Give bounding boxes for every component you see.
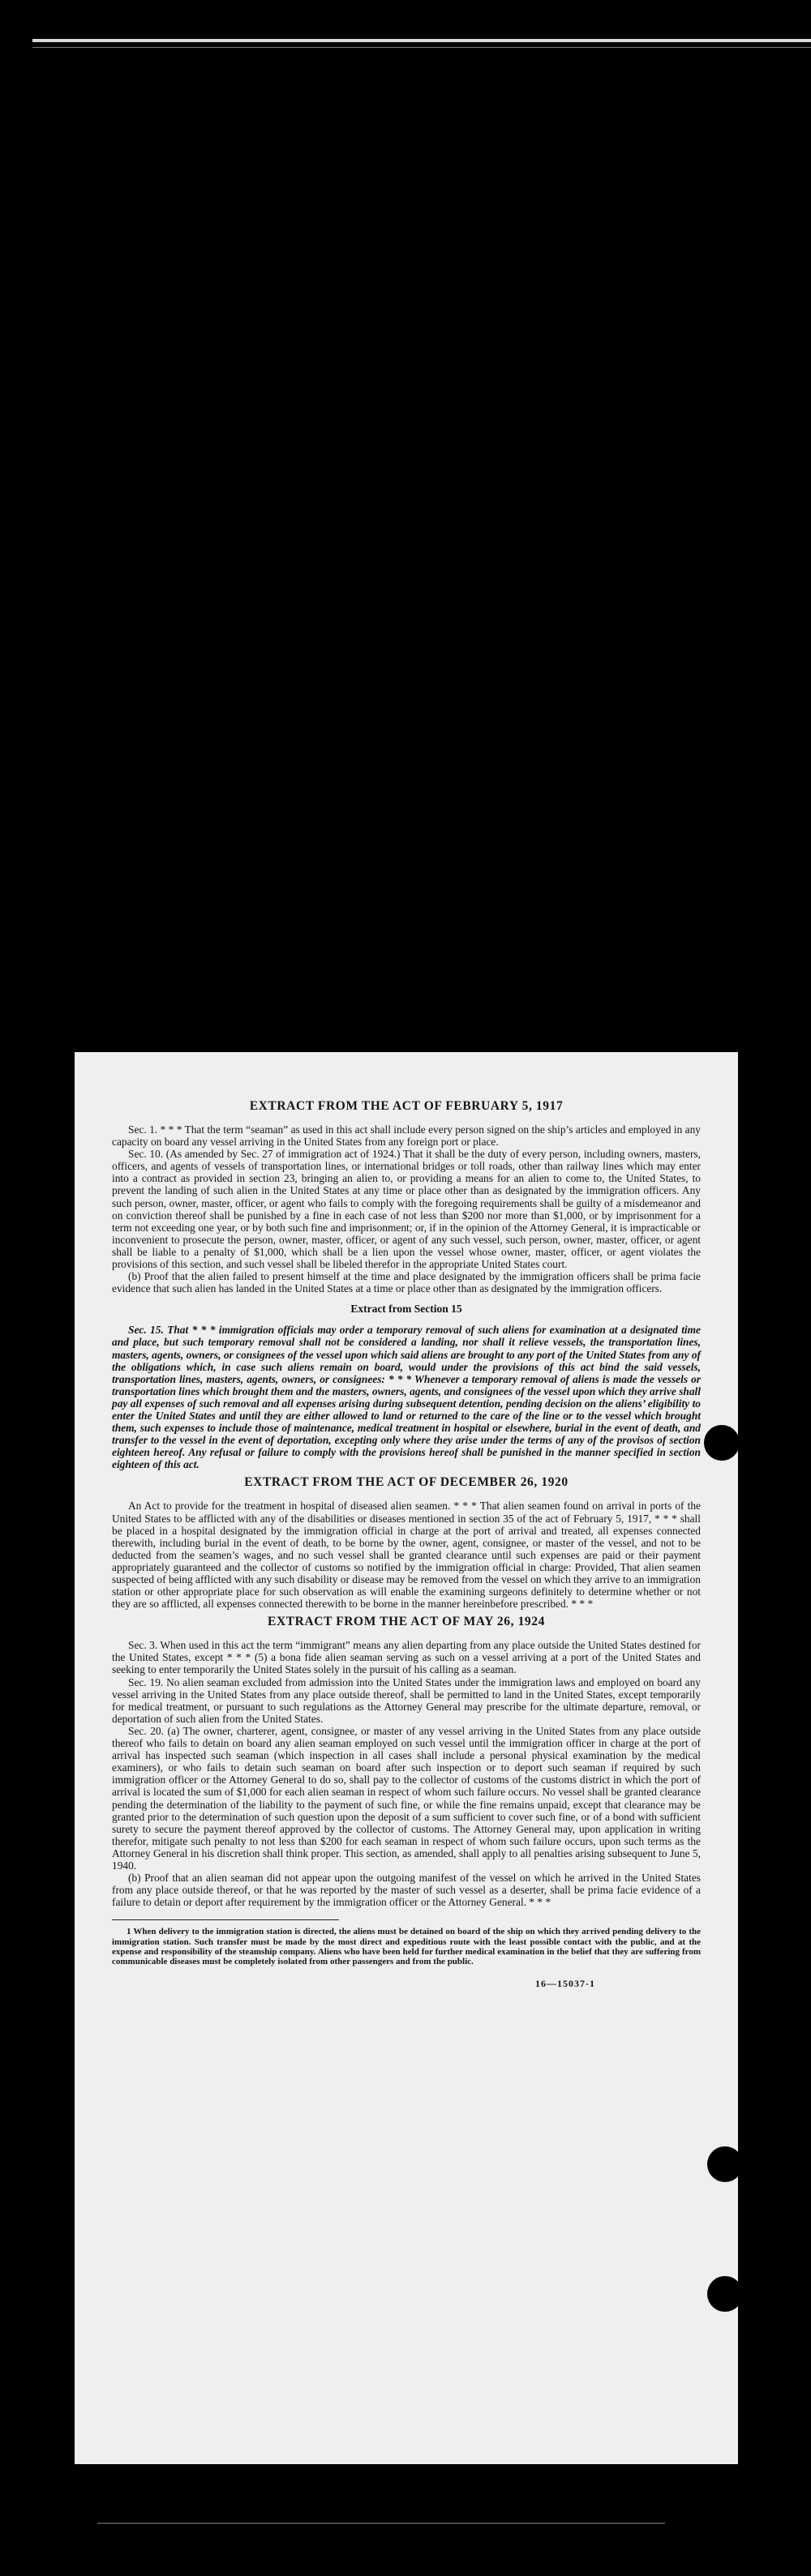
punch-hole-top bbox=[704, 1425, 740, 1461]
paragraph-sec20a: Sec. 20. (a) The owner, charterer, agent, consignee, or master of any vessel arriving in the United States from any place outside thereof who fails to detain on board any alien seaman employed on such vessel until the immigration officer in charge at the port of arrival has inspected such seaman (which inspection in all cases shall include a personal physical examination by the medical examiners), or who fails to detain such seaman on board after such inspection or to deport such seaman if required by such immigration officer or the Attorney General to do so, shall pay to the collector of customs of the customs district in which the port of arrival is located the sum of $1,000 for each alien seaman in respect of whom such failure occurs. No vessel shall be granted clearance pending the determination of the liability to the payment of such fine, or while the fine remains unpaid, except that clearance may be granted prior to the determination of such question upon the deposit of a sum sufficient to cover such fine, or of a bond with sufficient surety to secure the payment thereof approved by the collector of customs. The Attorney General may, upon application in writing therefor, mitigate such penalty to not less than $200 for each seaman in respect of whom such failure occurs, upon such terms as the Attorney General in his discretion shall think proper. This section, as amended, shall apply to all penalties arising subsequent to June 5, 1940. bbox=[112, 1724, 701, 1872]
section-heading-1924: EXTRACT FROM THE ACT OF MAY 26, 1924 bbox=[268, 1615, 545, 1629]
punch-hole-bottom bbox=[707, 2276, 743, 2312]
section-heading-1920: EXTRACT FROM THE ACT OF DECEMBER 26, 1920 bbox=[244, 1475, 569, 1490]
paragraph-sec3: Sec. 3. When used in this act the term “immigrant” means any alien departing from any place outside the United States destined for the United States, except * * * (5) a bona fide alien seaman serving as such on a vessel arriving at a port of the United States and seeking to enter temporarily the United States solely in the pursuit of his calling as a seaman. bbox=[112, 1639, 701, 1676]
paragraph-sec15: Sec. 15. That * * * immigration officials may order a temporary removal of such aliens for examination at a designated time and place, but such temporary removal shall not be considered a landing, nor shall it relieve vessels, the transportation lines, masters, agents, owners, or consignees of the vessel upon which said aliens are brought to any port of the United States from any of the obligations which, in case such aliens remain on board, would under the provisions of this act bind the said vessels, transportation lines, masters, agents, owners, or consignees: * * * Whenever a temporary removal of aliens is made the vessels or transportation lines which brought them and the masters, owners, agents, and consignees of the vessel upon which they arrive shall pay all expenses of such removal and all expenses arising during subsequent detention, pending decision on the aliens’ eligibility to enter the United States and until they are either allowed to land or returned to the care of the line or to the vessel which brought them, such expenses to include those of maintenance, medical treatment in hospital or elsewhere, burial in the event of death, and transfer to the vessel in the event of deportation, excepting only where they arise under the terms of any of the provisos of section eighteen hereof. Any refusal or failure to comply with the provisions hereof shall be punished in the manner specified in section eighteen of this act. bbox=[112, 1324, 701, 1471]
paragraph-sec1: Sec. 1. * * * That the term “seaman” as used in this act shall include every person signed on the ship’s articles and employed in any capacity on board any vessel arriving in the United States from any foreign port or place. bbox=[112, 1123, 701, 1149]
scan-top-rule bbox=[32, 39, 811, 42]
document-page bbox=[75, 1052, 738, 2464]
punch-hole-middle bbox=[707, 2146, 743, 2182]
paragraph-sec19: Sec. 19. No alien seaman excluded from admission into the United States under the immigration laws and employed on board any vessel arriving in the United States from any place outside thereof, shall be permitted to land in the United States, except temporarily for medical treatment, or pursuant to such regulations as the Attorney General may prescribe for the ultimate departure, removal, or deportation of such alien from the United States. bbox=[112, 1675, 701, 1725]
scan-top-rule-thin bbox=[32, 47, 811, 48]
paragraph-sec10: Sec. 10. (As amended by Sec. 27 of immigration act of 1924.) That it shall be the duty of every person, including owners, masters, officers, and agents of vessels of transportation lines, or international bridges or toll roads, other than railway lines which may enter into a contract as provided in section 23, bringing an alien to, or providing a means for an alien to come to, the United States, to prevent the landing of such alien in the United States at any time or place other than as designated by the immigration officers. Any such person, owner, master, officer, or agent who fails to comply with the foregoing requirements shall be guilty of a misdemeanor and on conviction thereof shall be punished by a fine in each case of not less than $200 nor more than $1,000, or by imprisonment for a term not exceeding one year, or by both such fine and imprisonment; or, if in the opinion of the Attorney General, it is impracticable or inconvenient to prosecute the person, owner, master, officer, or agent of any such vessel, such person, owner, master, officer, or agent shall be liable to a penalty of $1,000, which shall be a lien upon the vessel whose owner, master, officer, or agent violates the provisions of this section, and such vessel shall be libeled therefor in the appropriate United States court. bbox=[112, 1148, 701, 1271]
form-number: 16—15037-1 bbox=[535, 1978, 595, 1990]
footnote: 1 When delivery to the immigration station is directed, the aliens must be detained on board of the ship on which they arrived pending delivery to the immigration station. Such transfer must be made by the most direct and expeditious route with the least possible contact with the public, and at the expense and responsibility of the steamship company. Aliens who have been held for further medical examination in the belief that they are suffering from communicable diseases must be completely isolated from other passengers and from the public. bbox=[112, 1927, 701, 1966]
footnote-divider bbox=[112, 1919, 339, 1920]
paragraph-1920-act: An Act to provide for the treatment in hospital of diseased alien seamen. * * * That alien seamen found on arrival in ports of the United States to be afflicted with any of the disabilities or diseases mentioned in section 35 of the act of February 5, 1917, * * * shall be placed in a hospital designated by the immigration official in charge at the port of arrival and treated, all expenses connected therewith, including burial in the event of death, to be borne by the owner, agent, consignee, or master of the vessel, and not to be deducted from the seamen’s wages, and no such vessel shall be granted clearance until such expenses are paid or their payment appropriately guaranteed and the collector of customs so notified by the immigration official in charge: Provided, That alien seamen suspected of being afflicted with any such disability or disease may be removed from the vessel on which they arrive to an immigration station or other appropriate place for such observation as will enable the examining surgeons definitely to determine whether or not they are so afflicted, all expenses connected therewith to be borne in the manner hereinbefore prescribed. * * * bbox=[112, 1500, 701, 1611]
paragraph-sec20b: (b) Proof that an alien seaman did not appear upon the outgoing manifest of the vessel on which he arrived in the United States from any place outside thereof, or that he was reported by the master of such vessel as a deserter, shall be prima facie evidence of a failure to detain or deport after requirement by the immigration officer or the Attorney General. * * * bbox=[112, 1872, 701, 1909]
bleed-through-line bbox=[97, 2523, 665, 2524]
section-subheading-sec15: Extract from Section 15 bbox=[350, 1303, 462, 1316]
paragraph-sec10b: (b) Proof that the alien failed to present himself at the time and place designated by the immigration officers shall be prima facie evidence that such alien has landed in the United States at a time or place other than as designated by the immigration officers. bbox=[112, 1270, 701, 1295]
section-heading-1917: EXTRACT FROM THE ACT OF FEBRUARY 5, 1917 bbox=[249, 1099, 564, 1113]
